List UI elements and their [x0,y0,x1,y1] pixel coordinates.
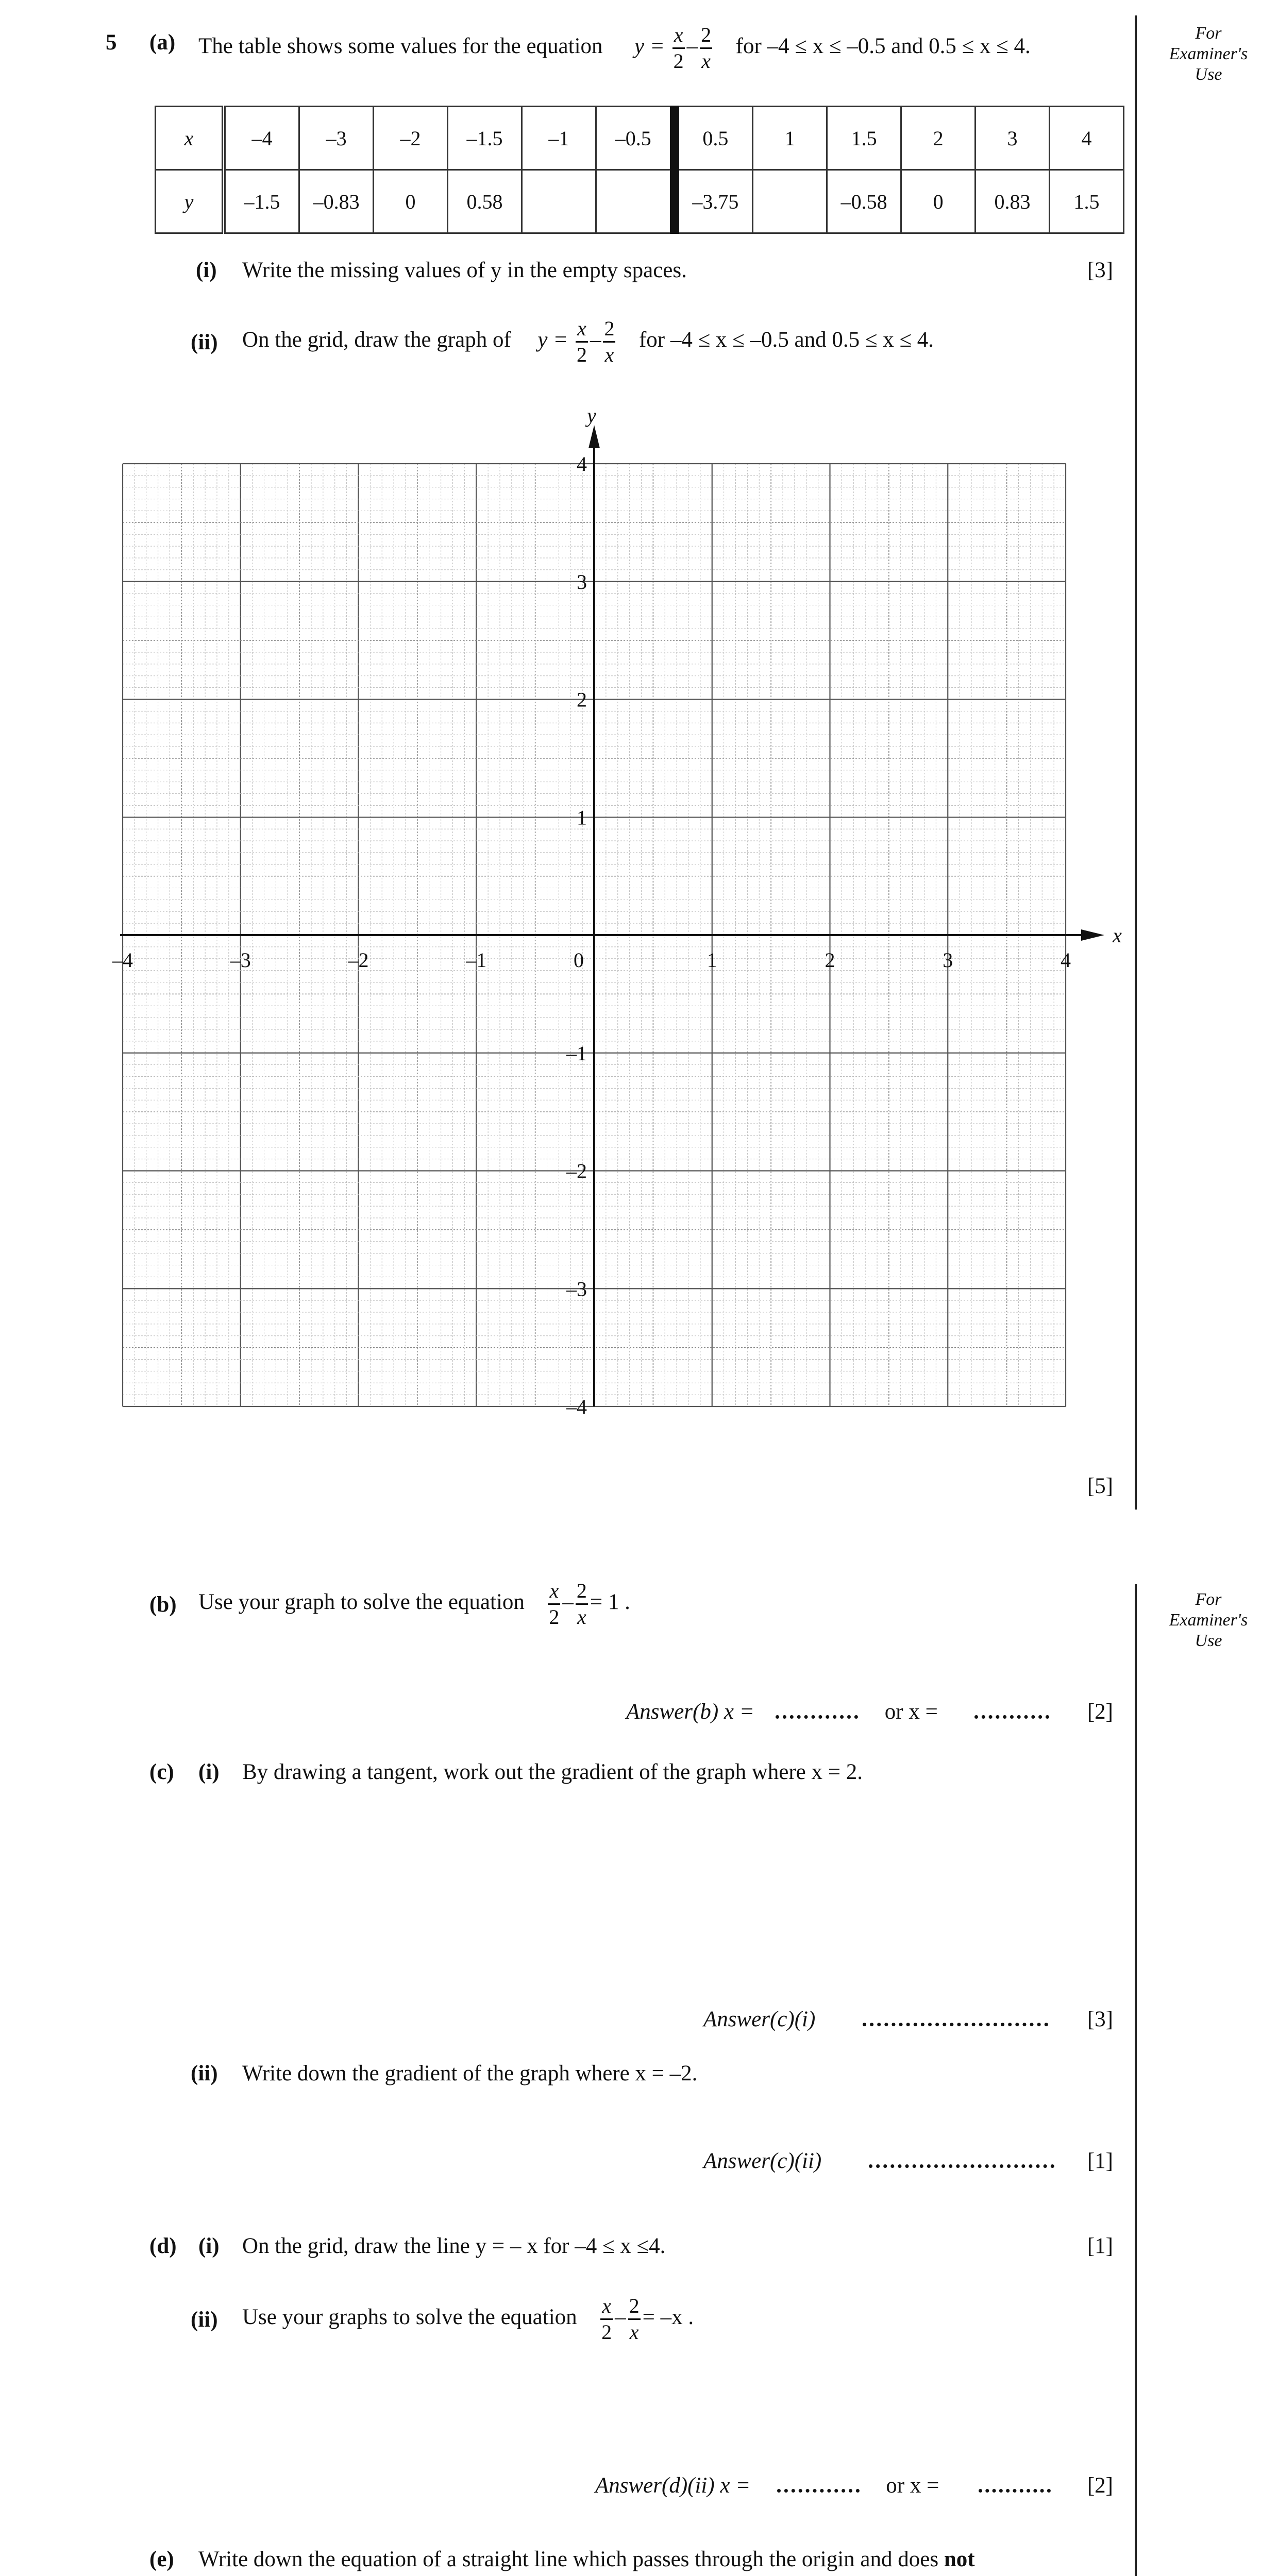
table-cell-blank[interactable] [753,170,827,233]
part-d-ii-text: Use your graphs to solve the equation $\frac{x}{2}$ – $\frac{2}{x}$ = –x . [242,2294,694,2344]
table-cell: –1.5 [224,170,299,233]
table-cell: 1.5 [827,107,901,170]
table-cell: 4 [1049,107,1123,170]
answer-d-ii-blank-2[interactable] [979,2484,1051,2493]
part-c-i-text: By drawing a tangent, work out the gradient of the graph where x = 2. [242,1760,863,1784]
answer-b-blank-1[interactable] [776,1710,858,1719]
y-tick-label: –2 [566,1159,587,1183]
table-cell: –0.83 [299,170,374,233]
table-cell: 0 [374,170,448,233]
part-b-text: Use your graph to solve the equation $\frac{x}{2}$ – $\frac{2}{x}$ = 1 . [198,1579,630,1629]
part-a-ii-label: (ii) [191,330,218,354]
table-cell: –0.5 [596,107,674,170]
y-tick-label: –1 [566,1041,587,1065]
part-c-ii-label: (ii) [191,2061,218,2086]
y-tick-label: 1 [577,806,587,829]
part-d-i-text: On the grid, draw the line y = – x for –4 ≤ x ≤4. [242,2234,666,2258]
x-tick-label: 4 [1061,948,1071,972]
part-e-label: (e) [149,2547,174,2571]
y-tick-label: –3 [566,1277,587,1301]
x-tick-label: 0 [574,948,584,972]
table-cell-blank[interactable] [596,170,674,233]
part-c-ii-text: Write down the gradient of the graph where x = –2. [242,2061,698,2086]
part-d-ii-answer: Answer(d)(ii) x = or x = [595,2473,1051,2498]
part-b-answer: Answer(b) x = or x = [626,1699,1049,1724]
part-a-i-text: Write the missing values of y in the empty spaces. [242,258,687,282]
table-cell: –2 [374,107,448,170]
y-axis-arrow [588,425,600,448]
table-cell: 0.83 [976,170,1050,233]
part-b-marks: [2] [1087,1700,1113,1724]
table-header-x: x [156,107,224,170]
part-a-i-label: (i) [196,258,217,282]
x-tick-label: 3 [943,948,953,972]
table-cell: –4 [224,107,299,170]
table-cell: 3 [976,107,1050,170]
graph-grid[interactable] [0,402,1278,1432]
table-cell: 0.5 [675,107,753,170]
examiner-margin-line-bottom [1135,1584,1137,2576]
part-e-text-line1: Write down the equation of a straight line which passes through the origin and does not [198,2547,975,2571]
part-c-i-label: (i) [198,1760,220,1784]
x-tick-label: –3 [230,948,251,972]
table-cell: –1 [522,107,596,170]
table-cell: –0.58 [827,170,901,233]
part-b-label: (b) [149,1592,177,1617]
part-c-i-answer: Answer(c)(i) [703,2007,1048,2032]
part-a-label: (a) [149,30,176,55]
table-header-y: y [156,170,224,233]
table-cell: 2 [901,107,976,170]
y-tick-label: 3 [577,570,587,594]
answer-c-ii-blank[interactable] [869,2159,1054,2168]
question-number: 5 [106,30,117,55]
table-cell: –3.75 [675,170,753,233]
table-row-x [156,107,1124,170]
part-d-ii-marks: [2] [1087,2473,1113,2498]
x-axis-label: x [1113,924,1122,947]
x-tick-label: –1 [466,948,487,972]
y-tick-label: 2 [577,688,587,711]
answer-b-blank-2[interactable] [974,1710,1049,1719]
table-row-y [156,170,1124,233]
part-d-ii-label: (ii) [191,2308,218,2332]
part-a-i-marks: [3] [1087,258,1113,282]
part-a-ii-text: On the grid, draw the graph of y = $\frac{x}{2}$ – $\frac{2}{x}$ for –4 ≤ x ≤ –0.5 and 0.5 ≤ x ≤ 4. [242,316,934,366]
table-cell: –3 [299,107,374,170]
domain-text: for –4 ≤ x ≤ –0.5 and 0.5 ≤ x ≤ 4. [735,34,1031,58]
part-c-i-marks: [3] [1087,2007,1113,2031]
x-tick-label: 2 [825,948,835,972]
part-d-i-marks: [1] [1087,2234,1113,2258]
part-d-i-label: (i) [198,2234,220,2258]
table-cell: 0 [901,170,976,233]
answer-d-ii-blank-1[interactable] [777,2484,860,2493]
x-tick-label: –4 [112,948,133,972]
table-cell: 0.58 [447,170,522,233]
values-table [155,106,1124,234]
table-cell-blank[interactable] [522,170,596,233]
table-cell: 1.5 [1049,170,1123,233]
table-cell: –1.5 [447,107,522,170]
part-a-marks: [5] [1087,1474,1113,1498]
part-c-ii-marks: [1] [1087,2149,1113,2173]
y-tick-label: 4 [577,452,587,476]
part-d-label: (d) [149,2234,177,2258]
table-cell: 1 [753,107,827,170]
x-tick-label: 1 [707,948,717,972]
y-axis-label: y [587,404,596,427]
y-tick-label: –4 [566,1395,587,1418]
part-c-label: (c) [149,1760,174,1784]
examiner-use-label-top: For Examiner's Use [1169,24,1248,84]
x-axis-arrow [1081,929,1104,941]
x-tick-label: –2 [348,948,369,972]
answer-c-i-blank[interactable] [863,2018,1048,2026]
part-c-ii-answer: Answer(c)(ii) [703,2148,1054,2174]
examiner-use-label-bottom: For Examiner's Use [1169,1590,1248,1650]
part-a-text: The table shows some values for the equation y = $\frac{x}{2}$ – $\frac{2}{x}$ for –4 ≤ x ≤ –0.5 and 0.5 ≤ x ≤ 4. [198,23,1031,73]
